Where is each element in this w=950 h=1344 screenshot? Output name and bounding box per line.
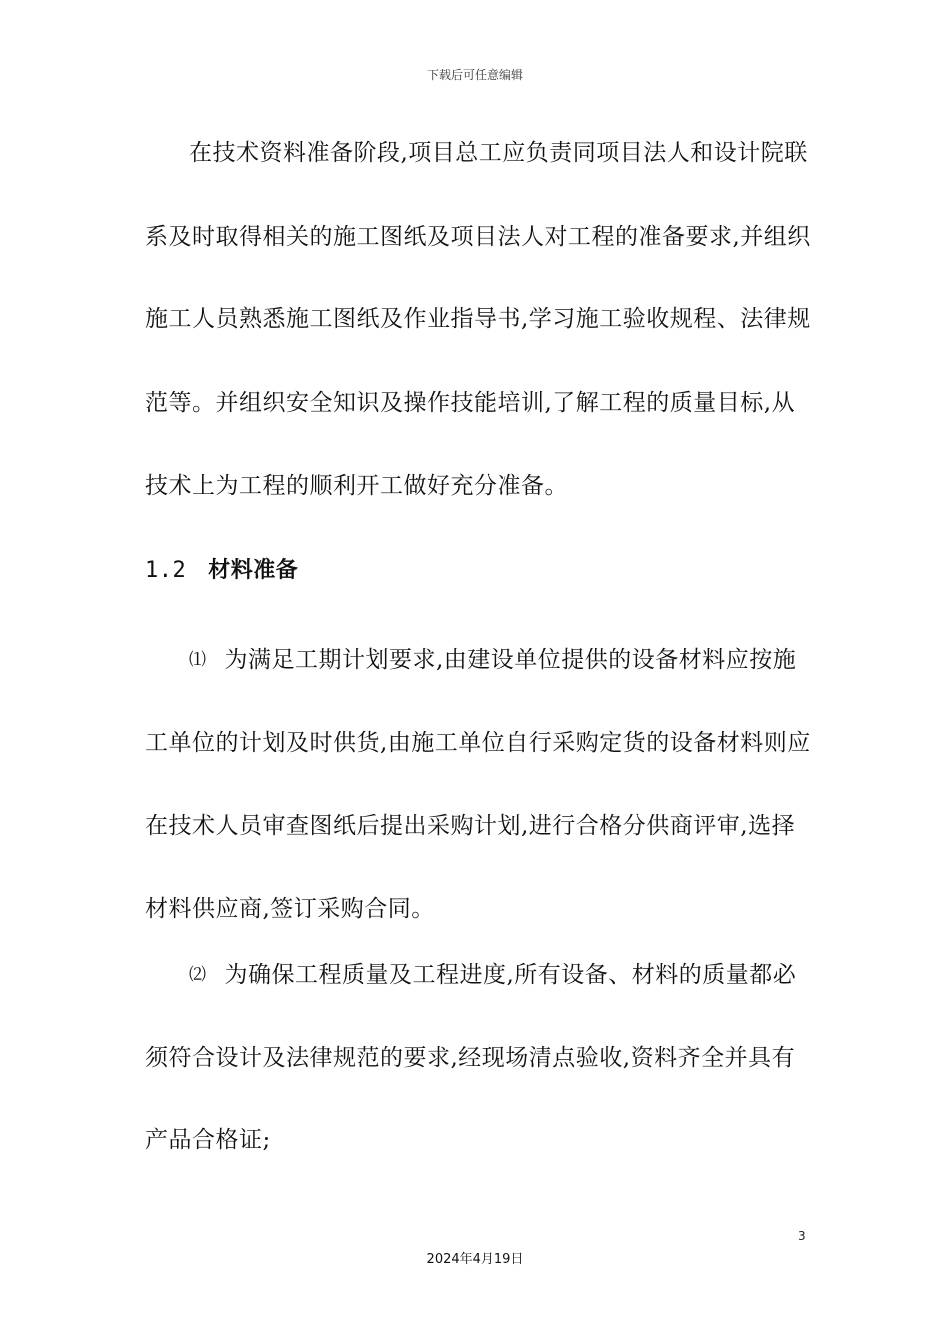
list-marker: ⑵: [189, 965, 207, 985]
list-item-text: 为满足工期计划要求,由建设单位提供的设备材料应按施: [224, 647, 797, 673]
list-item-2-line: [189, 960, 879, 990]
paragraph-line: 在技术资料准备阶段,项目总工应负责同项目法人和设计院联: [189, 140, 808, 166]
section-heading: [145, 556, 835, 586]
section-number: 1.2: [145, 558, 187, 583]
list-item-1-line: [189, 645, 879, 675]
paragraph-line: 产品合格证;: [145, 1127, 271, 1153]
paragraph-line: 须符合设计及法律规范的要求,经现场清点验收,资料齐全并具有: [145, 1045, 796, 1071]
paragraph-line: 范等。并组织安全知识及操作技能培训,了解工程的质量目标,从: [145, 390, 796, 416]
paragraph-line: 工单位的计划及时供货,由施工单位自行采购定货的设备材料则应: [145, 730, 811, 756]
header-note: 下载后可任意编辑: [426, 68, 523, 82]
paragraph-line: 材料供应商,签订采购合同。: [145, 896, 435, 922]
page-number: 3: [798, 1229, 806, 1243]
footer-date: 2024年4月19日: [426, 1252, 524, 1267]
list-item-text: 为确保工程质量及工程进度,所有设备、材料的质量都必: [224, 962, 797, 988]
section-title: 材料准备: [208, 558, 299, 583]
paragraph-line: 技术上为工程的顺利开工做好充分准备。: [145, 473, 568, 499]
paragraph-line: 施工人员熟悉施工图纸及作业指导书,学习施工验收规程、法律规: [145, 306, 811, 332]
paragraph-line: 在技术人员审查图纸后提出采购计划,进行合格分供商评审,选择: [145, 813, 796, 839]
paragraph-line: 系及时取得相关的施工图纸及项目法人对工程的准备要求,并组织: [145, 224, 811, 250]
list-marker: ⑴: [189, 650, 207, 670]
